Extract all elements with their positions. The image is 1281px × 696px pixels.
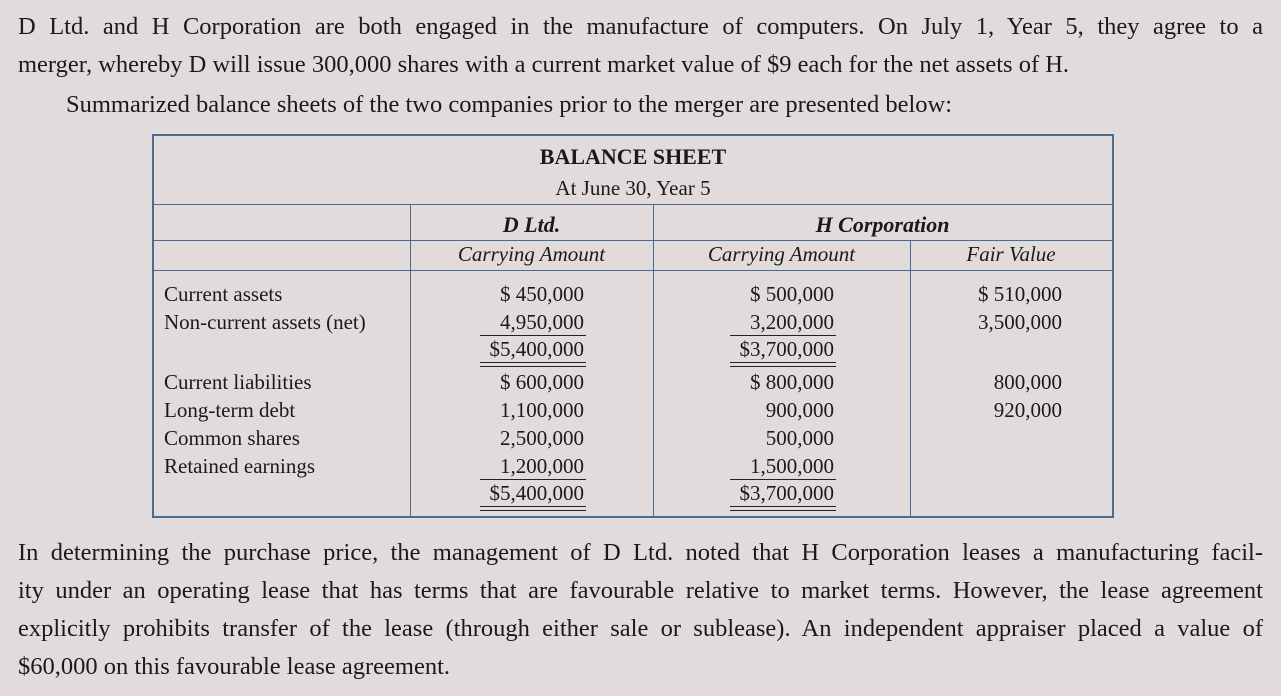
intro-line-2: merger, whereby D will issue 300,000 shares with a current market value of $9 each for the net assets of H.: [18, 51, 1070, 78]
cell-h-total-assets: $3,700,000: [739, 337, 834, 361]
row-label: Current liabilities: [164, 370, 312, 394]
cell-d-carrying: 1,200,000: [500, 454, 584, 478]
cell-d-carrying: 4,950,000: [500, 310, 584, 334]
header-h-carrying: Carrying Amount: [707, 242, 856, 266]
cell-h-fair: 920,000: [993, 398, 1062, 422]
lead-sentence: Summarized balance sheets of the two companies prior to the merger are presented below:: [66, 91, 952, 118]
table-subtitle: At June 30, Year 5: [555, 176, 711, 200]
closing-paragraph: [18, 534, 1263, 686]
row-label: Long-term debt: [164, 398, 296, 422]
balance-sheet-table: [152, 134, 1114, 518]
cell-h-carrying: 900,000: [765, 398, 834, 422]
cell-d-total-equities: $5,400,000: [489, 481, 584, 505]
header-d-ltd: D Ltd.: [502, 212, 561, 237]
intro-paragraph: [18, 8, 1263, 84]
cell-h-fair: 800,000: [993, 370, 1062, 394]
intro-line-1: D Ltd. and H Corporation are both engaged in the manufacture of computers. On July 1, Year 5, they agree to a: [18, 13, 1263, 40]
cell-h-carrying: 3,200,000: [750, 310, 834, 334]
cell-d-total-assets: $5,400,000: [489, 337, 584, 361]
cell-h-total-equities: $3,700,000: [739, 481, 834, 505]
cell-h-carrying: $ 500,000: [750, 282, 834, 306]
cell-h-fair: $ 510,000: [978, 282, 1062, 306]
cell-h-carrying: 500,000: [765, 426, 834, 450]
row-label: Common shares: [164, 426, 300, 450]
cell-h-carrying: 1,500,000: [750, 454, 834, 478]
header-h-fair: Fair Value: [966, 242, 1056, 266]
closing-line-1: In determining the purchase price, the management of D Ltd. noted that H Corporation leases a manufacturing facil-: [18, 539, 1263, 566]
header-h-corporation: H Corporation: [815, 212, 950, 237]
cell-h-carrying: $ 800,000: [750, 370, 834, 394]
closing-line-3: explicitly prohibits transfer of the lease (through either sale or sublease). An independent appraiser placed a value of: [18, 615, 1263, 642]
cell-d-carrying: $ 600,000: [500, 370, 584, 394]
table-title: BALANCE SHEET: [539, 144, 727, 169]
row-label: Non-current assets (net): [164, 310, 366, 334]
cell-h-fair: 3,500,000: [978, 310, 1062, 334]
cell-d-carrying: 2,500,000: [500, 426, 584, 450]
header-d-carrying: Carrying Amount: [457, 242, 606, 266]
cell-d-carrying: $ 450,000: [500, 282, 584, 306]
cell-d-carrying: 1,100,000: [500, 398, 584, 422]
closing-line-2: ity under an operating lease that has terms that are favourable relative to market terms. However, the lease agreement: [18, 577, 1263, 604]
closing-line-4: $60,000 on this favourable lease agreement.: [18, 653, 451, 680]
row-label: Retained earnings: [164, 454, 316, 478]
row-label: Current assets: [164, 282, 283, 306]
